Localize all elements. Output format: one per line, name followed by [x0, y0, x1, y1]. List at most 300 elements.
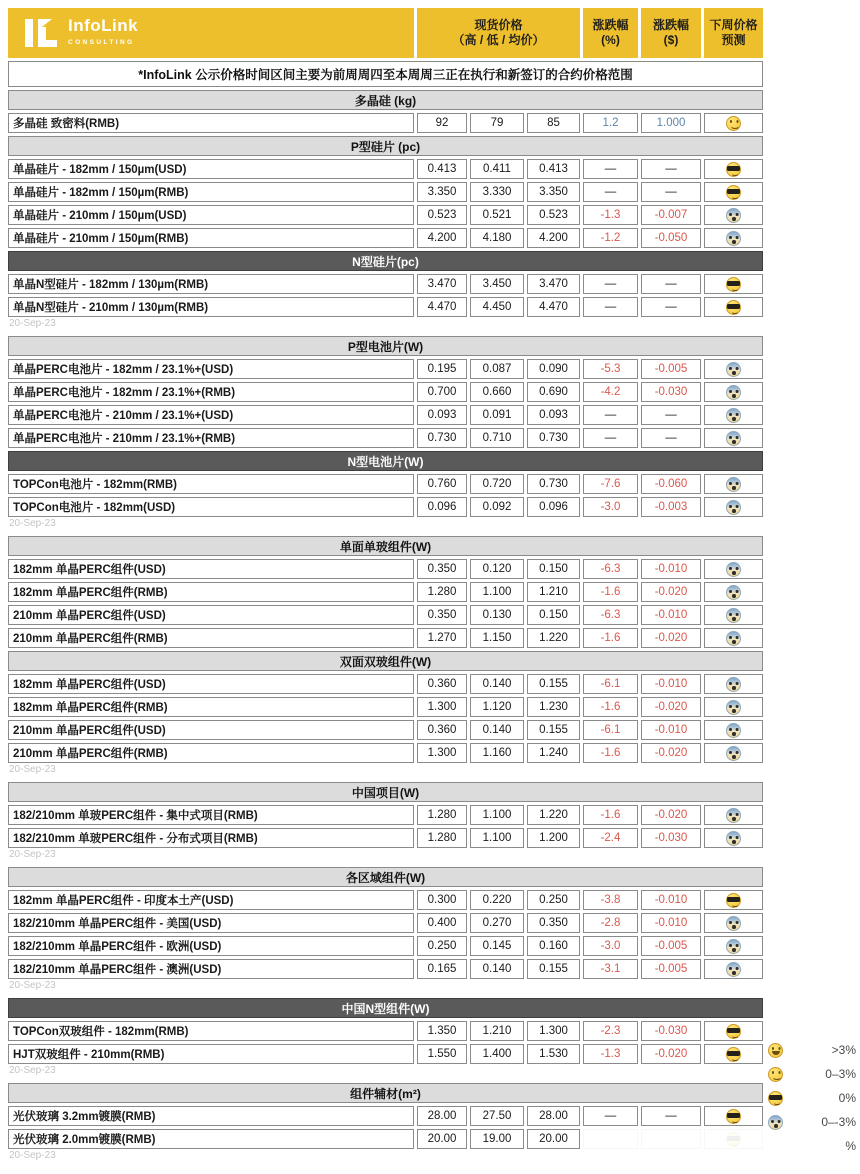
price-high: 0.250	[417, 936, 467, 956]
legend-item	[768, 1110, 856, 1134]
price-date: 20-Sep-23	[9, 849, 56, 860]
change-usd: -0.030	[641, 1021, 701, 1041]
change-percent: -1.6	[583, 628, 638, 648]
price-high: 0.360	[417, 720, 467, 740]
cool-emoji-icon	[726, 1047, 741, 1062]
table-block	[8, 782, 763, 848]
price-low: 1.100	[470, 828, 524, 848]
legend-label: 0%	[838, 1091, 856, 1105]
forecast-cell	[704, 720, 763, 740]
forecast-cell	[704, 297, 763, 317]
price-avg: 1.210	[527, 582, 580, 602]
price-row	[8, 359, 763, 379]
row-label: 单晶硅片 - 210mm / 150µm(RMB)	[8, 228, 414, 248]
change-usd: -0.010	[641, 674, 701, 694]
row-label: 182/210mm 单玻PERC组件 - 分布式项目(RMB)	[8, 828, 414, 848]
change-percent: -2.3	[583, 1021, 638, 1041]
forecast-cell	[704, 382, 763, 402]
price-note: *InfoLink 公示价格时间区间主要为前周周四至本周周三正在执行和新签订的合约价格范围	[8, 61, 763, 87]
scream-emoji-icon	[726, 939, 741, 954]
price-avg: 0.150	[527, 559, 580, 579]
change-percent: -3.0	[583, 936, 638, 956]
price-row	[8, 743, 763, 763]
change-percent: -1.6	[583, 743, 638, 763]
price-row	[8, 497, 763, 517]
table-block	[8, 998, 763, 1064]
scream-emoji-icon	[726, 585, 741, 600]
scream-emoji-icon	[726, 631, 741, 646]
price-date: 20-Sep-23	[9, 980, 56, 991]
table-block	[8, 8, 763, 317]
price-avg: 1.230	[527, 697, 580, 717]
price-high: 0.195	[417, 359, 467, 379]
change-percent: -1.3	[583, 205, 638, 225]
price-low: 0.220	[470, 890, 524, 910]
infolink-logo-icon	[22, 15, 60, 51]
change-percent: -6.1	[583, 674, 638, 694]
price-avg: 4.200	[527, 228, 580, 248]
scream-emoji-icon	[726, 808, 741, 823]
row-label: 182/210mm 单玻PERC组件 - 集中式项目(RMB)	[8, 805, 414, 825]
forecast-cell	[704, 743, 763, 763]
price-low: 0.140	[470, 674, 524, 694]
legend-item	[768, 1038, 856, 1062]
change-usd: -0.010	[641, 605, 701, 625]
change-usd: -0.007	[641, 205, 701, 225]
price-avg: 20.00	[527, 1129, 580, 1149]
row-label: TOPCon电池片 - 182mm(USD)	[8, 497, 414, 517]
price-high: 0.413	[417, 159, 467, 179]
price-avg: 85	[527, 113, 580, 133]
forecast-cell	[704, 805, 763, 825]
price-high: 0.700	[417, 382, 467, 402]
price-row	[8, 405, 763, 425]
row-label: 182mm 单晶PERC组件(RMB)	[8, 582, 414, 602]
scream-emoji-icon	[726, 385, 741, 400]
price-row	[8, 274, 763, 294]
row-label: 单晶硅片 - 182mm / 150µm(USD)	[8, 159, 414, 179]
column-header-change-percent	[583, 8, 638, 58]
forecast-legend	[768, 1038, 856, 1158]
price-high: 0.300	[417, 890, 467, 910]
scream-emoji-icon	[726, 477, 741, 492]
price-avg: 1.220	[527, 628, 580, 648]
change-percent: 1.2	[583, 113, 638, 133]
forecast-cell	[704, 582, 763, 602]
price-avg: 0.155	[527, 959, 580, 979]
row-label: 单晶PERC电池片 - 210mm / 23.1%+(USD)	[8, 405, 414, 425]
legend-item	[768, 1062, 856, 1086]
cool-emoji-icon	[726, 893, 741, 908]
column-header-line: 现货价格	[474, 18, 523, 32]
section-header: 组件辅材(m²)	[8, 1083, 763, 1103]
change-usd: -0.060	[641, 474, 701, 494]
price-high: 0.350	[417, 605, 467, 625]
price-low: 0.087	[470, 359, 524, 379]
legend-label: >3%	[831, 1043, 856, 1057]
forecast-cell	[704, 159, 763, 179]
price-low: 0.140	[470, 959, 524, 979]
change-percent: —	[583, 182, 638, 202]
row-label: 182mm 单晶PERC组件(USD)	[8, 674, 414, 694]
price-low: 19.00	[470, 1129, 524, 1149]
change-percent: -3.0	[583, 497, 638, 517]
price-high: 1.300	[417, 743, 467, 763]
change-percent: -2.4	[583, 828, 638, 848]
change-usd: —	[641, 297, 701, 317]
price-high: 0.350	[417, 559, 467, 579]
price-row	[8, 805, 763, 825]
row-label: 光伏玻璃 3.2mm镀膜(RMB)	[8, 1106, 414, 1126]
forecast-cell	[704, 628, 763, 648]
forecast-cell	[704, 1021, 763, 1041]
forecast-cell	[704, 113, 763, 133]
change-percent: -7.6	[583, 474, 638, 494]
price-row	[8, 474, 763, 494]
section-header: 中国项目(W)	[8, 782, 763, 802]
price-high: 0.093	[417, 405, 467, 425]
change-percent: -6.1	[583, 720, 638, 740]
price-low: 1.120	[470, 697, 524, 717]
price-row	[8, 605, 763, 625]
price-row	[8, 913, 763, 933]
change-usd: 1.000	[641, 113, 701, 133]
change-percent: -1.2	[583, 228, 638, 248]
legend-item	[768, 1134, 856, 1158]
forecast-cell	[704, 890, 763, 910]
cool-emoji-icon	[726, 162, 741, 177]
price-avg: 3.470	[527, 274, 580, 294]
row-label: 182mm 单晶PERC组件(USD)	[8, 559, 414, 579]
change-usd: —	[641, 182, 701, 202]
row-label: 单晶N型硅片 - 210mm / 130µm(RMB)	[8, 297, 414, 317]
price-avg: 1.300	[527, 1021, 580, 1041]
logo-title: InfoLink	[68, 15, 139, 35]
row-label: 单晶PERC电池片 - 182mm / 23.1%+(USD)	[8, 359, 414, 379]
price-high: 0.523	[417, 205, 467, 225]
price-row	[8, 936, 763, 956]
section-header: N型硅片(pc)	[8, 251, 763, 271]
change-usd: —	[641, 428, 701, 448]
price-date: 20-Sep-23	[9, 764, 56, 775]
change-usd: -0.020	[641, 743, 701, 763]
legend-item	[768, 1086, 856, 1110]
forecast-cell	[704, 497, 763, 517]
smile-emoji-icon	[726, 116, 741, 131]
price-avg: 0.250	[527, 890, 580, 910]
change-percent: -3.8	[583, 890, 638, 910]
forecast-cell	[704, 913, 763, 933]
scream-emoji-icon	[726, 231, 741, 246]
column-header-line: 涨跌幅	[592, 18, 629, 32]
change-percent: —	[583, 428, 638, 448]
price-row	[8, 674, 763, 694]
change-percent: -5.3	[583, 359, 638, 379]
change-usd: -0.020	[641, 582, 701, 602]
forecast-cell	[704, 936, 763, 956]
forecast-cell	[704, 405, 763, 425]
forecast-cell	[704, 474, 763, 494]
change-usd: —	[641, 405, 701, 425]
scream-emoji-icon	[726, 500, 741, 515]
price-low: 0.720	[470, 474, 524, 494]
column-header-line: 预测	[721, 33, 746, 47]
section-header: 各区域组件(W)	[8, 867, 763, 887]
forecast-cell	[704, 205, 763, 225]
price-high: 20.00	[417, 1129, 467, 1149]
cool-emoji-icon	[726, 1109, 741, 1124]
row-label: 182/210mm 单晶PERC组件 - 美国(USD)	[8, 913, 414, 933]
forecast-cell	[704, 1106, 763, 1126]
price-low: 1.210	[470, 1021, 524, 1041]
price-row	[8, 428, 763, 448]
cool-emoji-icon	[726, 277, 741, 292]
price-high: 1.550	[417, 1044, 467, 1064]
column-header-line: （高 / 低 / 均价）	[452, 33, 545, 47]
change-usd: -0.003	[641, 497, 701, 517]
row-label: 182mm 单晶PERC组件 - 印度本土产(USD)	[8, 890, 414, 910]
price-date: 20-Sep-23	[9, 1150, 56, 1161]
row-label: TOPCon双玻组件 - 182mm(RMB)	[8, 1021, 414, 1041]
forecast-cell	[704, 959, 763, 979]
change-percent: -2.8	[583, 913, 638, 933]
scream-emoji-icon	[726, 562, 741, 577]
table-block	[8, 867, 763, 979]
change-usd: -0.050	[641, 228, 701, 248]
price-row	[8, 382, 763, 402]
price-high: 28.00	[417, 1106, 467, 1126]
scream-emoji-icon	[726, 431, 741, 446]
section-header: 多晶硅 (kg)	[8, 90, 763, 110]
row-label: 单晶PERC电池片 - 210mm / 23.1%+(RMB)	[8, 428, 414, 448]
forecast-cell	[704, 674, 763, 694]
forecast-cell	[704, 359, 763, 379]
price-high: 92	[417, 113, 467, 133]
change-percent: —	[583, 297, 638, 317]
change-percent: -1.6	[583, 697, 638, 717]
change-usd: —	[641, 274, 701, 294]
change-percent: —	[583, 274, 638, 294]
change-usd: -0.020	[641, 1044, 701, 1064]
cool-emoji-icon	[768, 1091, 783, 1106]
infolink-logo	[8, 8, 414, 58]
row-label: 182/210mm 单晶PERC组件 - 澳洲(USD)	[8, 959, 414, 979]
change-usd: -0.005	[641, 359, 701, 379]
change-usd: -0.010	[641, 720, 701, 740]
change-usd: -0.010	[641, 913, 701, 933]
change-usd: -0.010	[641, 890, 701, 910]
price-high: 3.350	[417, 182, 467, 202]
price-low: 1.150	[470, 628, 524, 648]
price-high: 3.470	[417, 274, 467, 294]
price-row	[8, 297, 763, 317]
price-low: 79	[470, 113, 524, 133]
row-label: 单晶硅片 - 182mm / 150µm(RMB)	[8, 182, 414, 202]
change-percent: -6.3	[583, 559, 638, 579]
price-report-table	[8, 8, 763, 1161]
price-avg: 0.523	[527, 205, 580, 225]
scream-emoji-icon	[768, 1115, 783, 1130]
row-label: 210mm 单晶PERC组件(RMB)	[8, 628, 414, 648]
change-usd: -0.020	[641, 805, 701, 825]
price-avg: 0.730	[527, 474, 580, 494]
price-low: 1.160	[470, 743, 524, 763]
price-avg: 28.00	[527, 1106, 580, 1126]
forecast-cell	[704, 605, 763, 625]
price-avg: 1.240	[527, 743, 580, 763]
price-row	[8, 697, 763, 717]
cool-emoji-icon	[726, 185, 741, 200]
price-avg: 0.690	[527, 382, 580, 402]
forecast-cell	[704, 182, 763, 202]
forecast-cell	[704, 559, 763, 579]
price-high: 1.300	[417, 697, 467, 717]
price-high: 0.730	[417, 428, 467, 448]
forecast-cell	[704, 274, 763, 294]
price-date: 20-Sep-23	[9, 518, 56, 529]
price-avg: 0.155	[527, 720, 580, 740]
price-avg: 1.530	[527, 1044, 580, 1064]
price-avg: 1.220	[527, 805, 580, 825]
change-usd: -0.030	[641, 382, 701, 402]
price-low: 0.130	[470, 605, 524, 625]
price-avg: 0.413	[527, 159, 580, 179]
scream-emoji-icon	[726, 746, 741, 761]
section-header: P型硅片 (pc)	[8, 136, 763, 156]
change-usd: —	[641, 159, 701, 179]
section-header: P型电池片(W)	[8, 336, 763, 356]
price-avg: 1.200	[527, 828, 580, 848]
price-low: 0.120	[470, 559, 524, 579]
price-row	[8, 182, 763, 202]
scream-emoji-icon	[726, 608, 741, 623]
row-label: 182/210mm 单晶PERC组件 - 欧洲(USD)	[8, 936, 414, 956]
column-header-change-usd	[641, 8, 701, 58]
row-label: TOPCon电池片 - 182mm(RMB)	[8, 474, 414, 494]
forecast-cell	[704, 1044, 763, 1064]
table-block	[8, 536, 763, 763]
price-high: 1.280	[417, 805, 467, 825]
change-percent: -1.6	[583, 805, 638, 825]
forecast-cell	[704, 428, 763, 448]
price-low: 4.450	[470, 297, 524, 317]
smile-emoji-icon	[768, 1067, 783, 1082]
price-high: 4.200	[417, 228, 467, 248]
scream-emoji-icon	[726, 208, 741, 223]
change-percent: —	[583, 159, 638, 179]
price-avg: 0.093	[527, 405, 580, 425]
price-avg: 0.150	[527, 605, 580, 625]
change-percent: -6.3	[583, 605, 638, 625]
price-high: 0.360	[417, 674, 467, 694]
price-low: 3.330	[470, 182, 524, 202]
price-low: 0.411	[470, 159, 524, 179]
covered-cells-overlay	[580, 1127, 782, 1153]
price-low: 0.092	[470, 497, 524, 517]
scream-emoji-icon	[726, 723, 741, 738]
change-usd: -0.020	[641, 628, 701, 648]
change-usd: -0.020	[641, 697, 701, 717]
forecast-cell	[704, 828, 763, 848]
table-main-header	[8, 8, 763, 58]
price-low: 1.100	[470, 582, 524, 602]
price-row	[8, 1021, 763, 1041]
row-label: 单晶N型硅片 - 182mm / 130µm(RMB)	[8, 274, 414, 294]
price-row	[8, 228, 763, 248]
grin-emoji-icon	[768, 1043, 783, 1058]
scream-emoji-icon	[726, 677, 741, 692]
price-row	[8, 559, 763, 579]
section-header: 双面双玻组件(W)	[8, 651, 763, 671]
price-avg: 0.730	[527, 428, 580, 448]
column-header-line: 涨跌幅	[652, 18, 689, 32]
scream-emoji-icon	[726, 916, 741, 931]
price-row	[8, 828, 763, 848]
row-label: 单晶PERC电池片 - 182mm / 23.1%+(RMB)	[8, 382, 414, 402]
price-high: 1.270	[417, 628, 467, 648]
price-high: 0.165	[417, 959, 467, 979]
column-header-line: 下周价格	[709, 18, 758, 32]
price-high: 0.400	[417, 913, 467, 933]
price-low: 0.710	[470, 428, 524, 448]
cool-emoji-icon	[726, 300, 741, 315]
price-avg: 0.096	[527, 497, 580, 517]
change-usd: —	[641, 1106, 701, 1126]
price-row	[8, 159, 763, 179]
price-date: 20-Sep-23	[9, 318, 56, 329]
price-row	[8, 959, 763, 979]
change-percent: -4.2	[583, 382, 638, 402]
change-usd: -0.030	[641, 828, 701, 848]
price-low: 0.091	[470, 405, 524, 425]
price-low: 0.660	[470, 382, 524, 402]
price-low: 0.145	[470, 936, 524, 956]
price-high: 0.096	[417, 497, 467, 517]
change-usd: -0.010	[641, 559, 701, 579]
price-avg: 0.350	[527, 913, 580, 933]
price-row	[8, 205, 763, 225]
row-label: 多晶硅 致密料(RMB)	[8, 113, 414, 133]
scream-emoji-icon	[726, 700, 741, 715]
scream-emoji-icon	[726, 962, 741, 977]
price-low: 0.270	[470, 913, 524, 933]
row-label: 单晶硅片 - 210mm / 150µm(USD)	[8, 205, 414, 225]
change-percent: —	[583, 405, 638, 425]
price-low: 1.400	[470, 1044, 524, 1064]
change-usd: -0.005	[641, 959, 701, 979]
price-row	[8, 1106, 763, 1126]
price-row	[8, 720, 763, 740]
scream-emoji-icon	[726, 362, 741, 377]
price-low: 27.50	[470, 1106, 524, 1126]
scream-emoji-icon	[726, 408, 741, 423]
legend-label: %	[845, 1139, 856, 1153]
change-percent: -3.1	[583, 959, 638, 979]
table-block	[8, 336, 763, 517]
price-avg: 0.090	[527, 359, 580, 379]
section-header: 中国N型组件(W)	[8, 998, 763, 1018]
forecast-cell	[704, 697, 763, 717]
infolink-wordmark	[68, 17, 138, 50]
price-high: 1.350	[417, 1021, 467, 1041]
change-percent: -1.3	[583, 1044, 638, 1064]
price-high: 0.760	[417, 474, 467, 494]
column-header-forecast	[704, 8, 763, 58]
legend-label: 0–-3%	[821, 1115, 856, 1129]
price-high: 4.470	[417, 297, 467, 317]
table-block	[8, 1083, 763, 1149]
section-header: 单面单玻组件(W)	[8, 536, 763, 556]
